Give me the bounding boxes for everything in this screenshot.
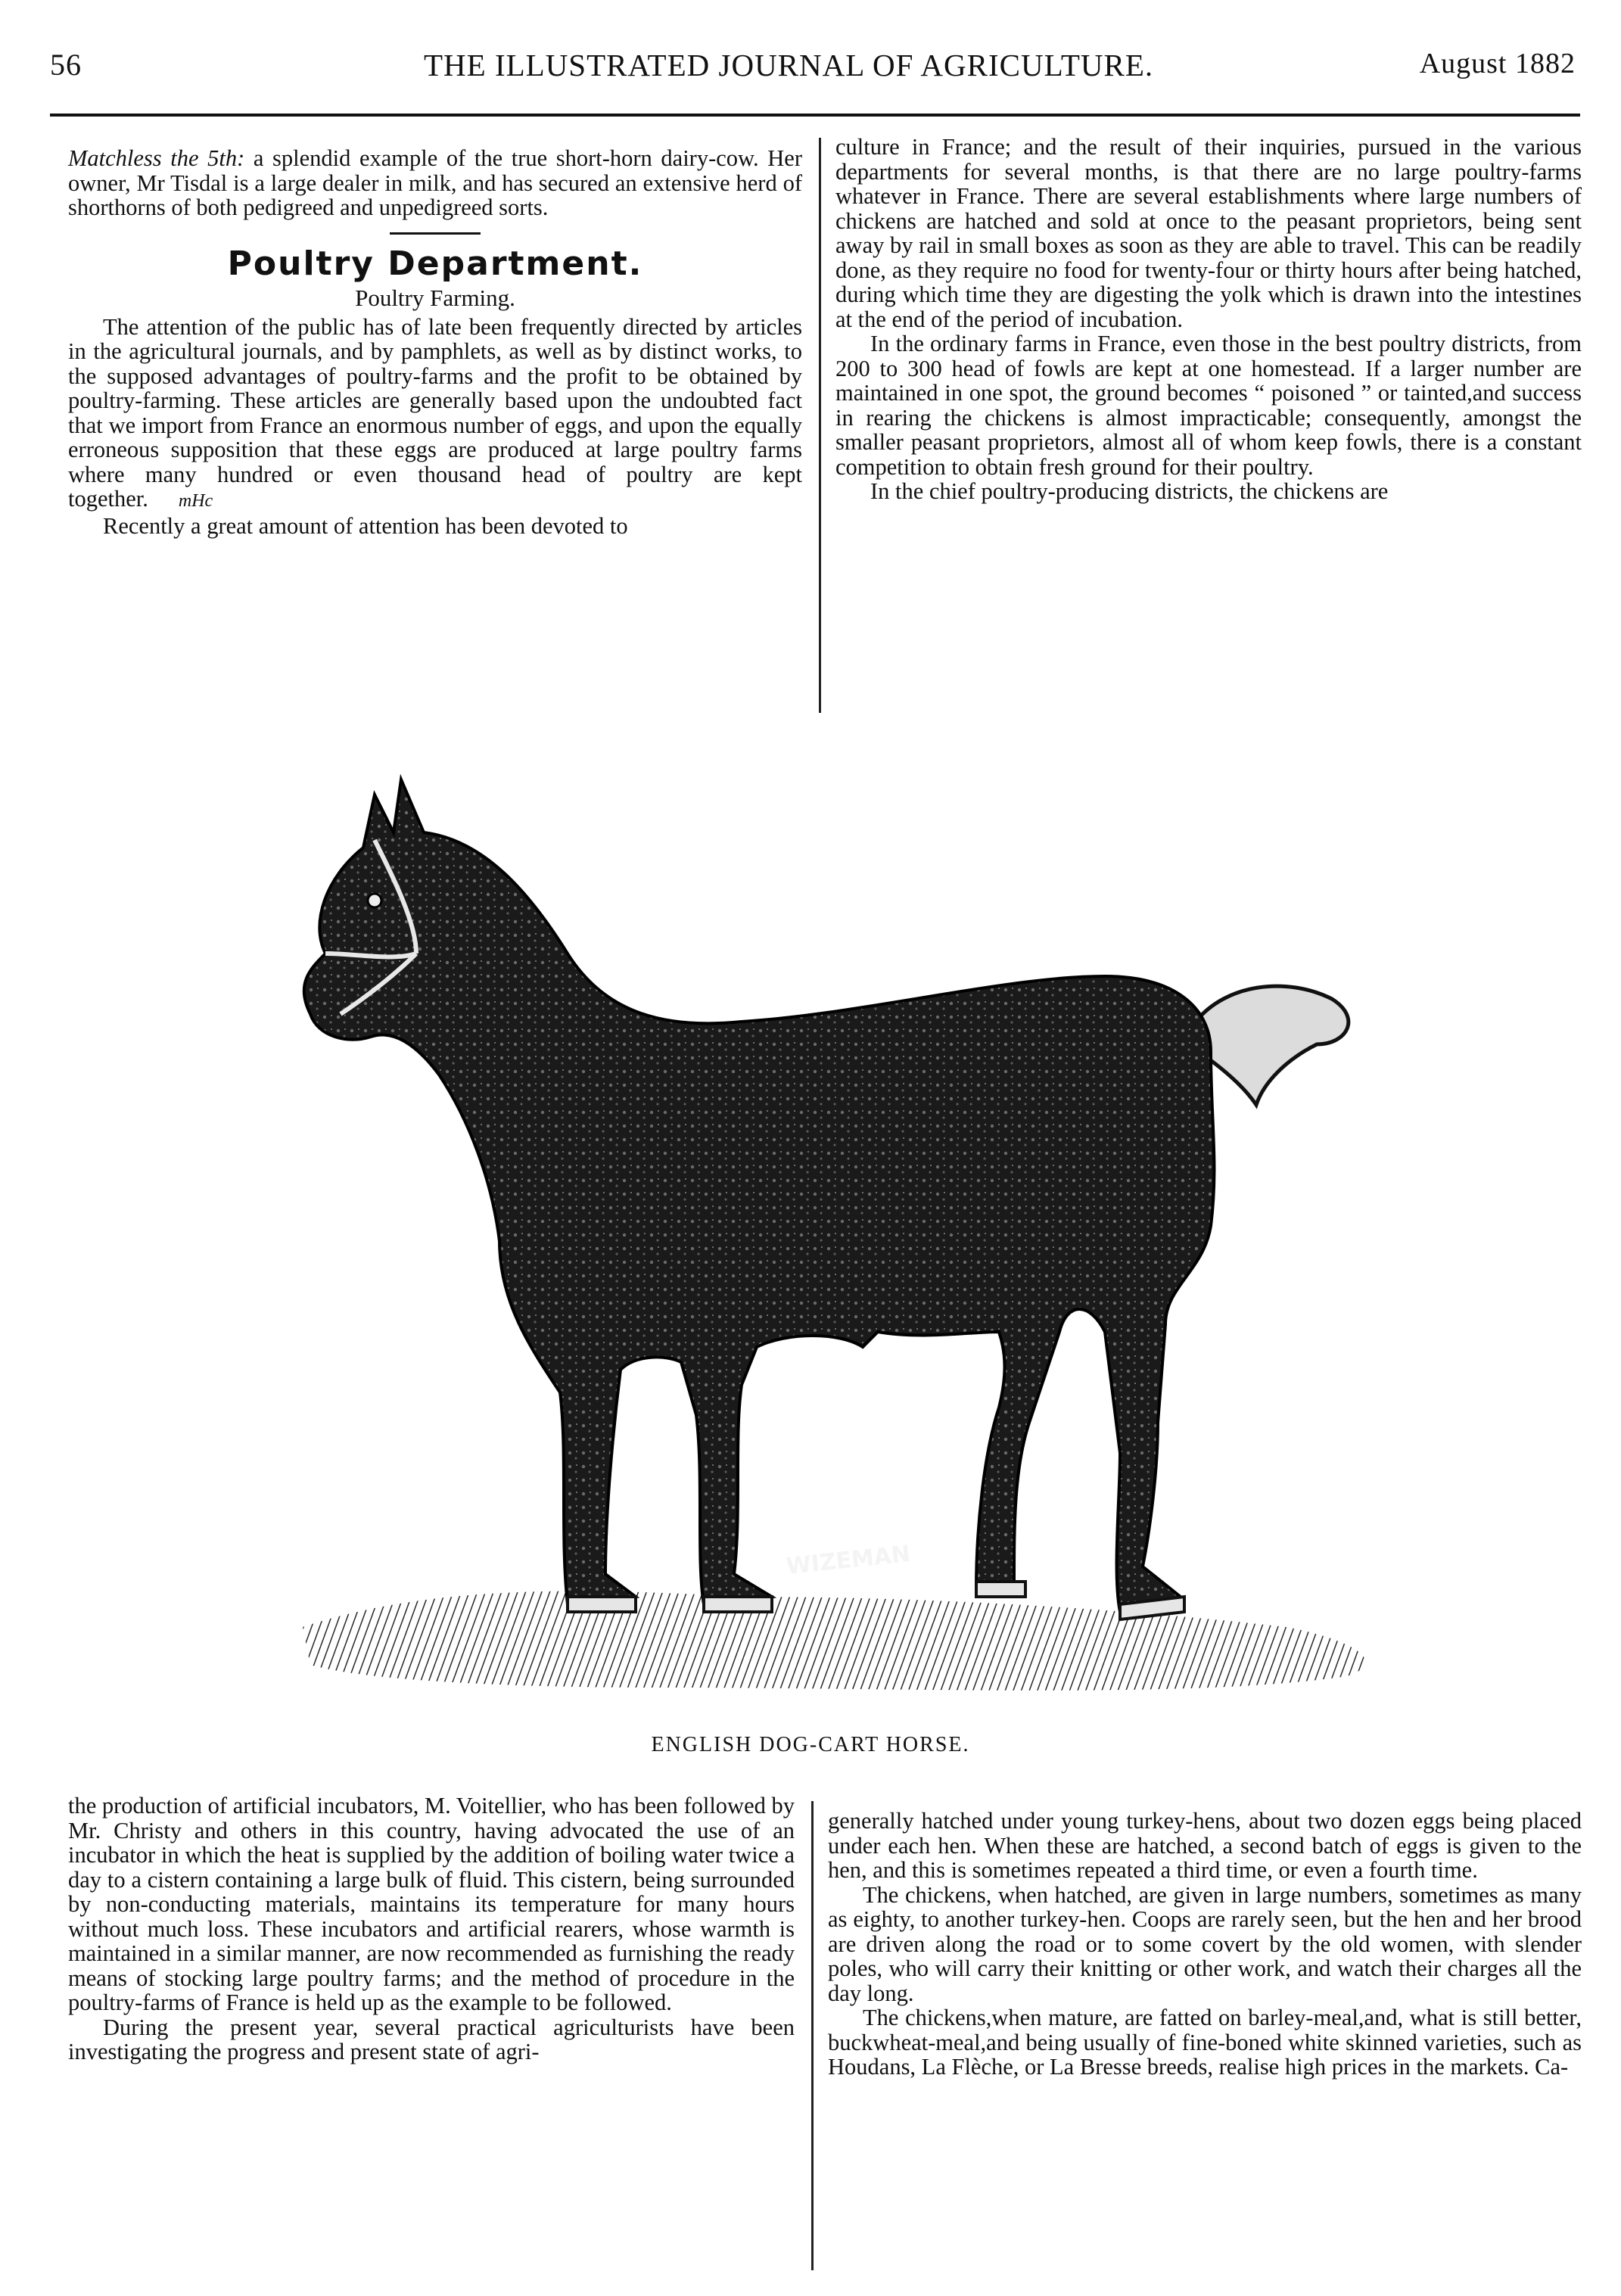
article-paragraph [68, 315, 802, 514]
article-paragraph: culture in France; and the result of their inquiries, pursued in the various departments for several months, is that there are no large poultry-farms whatever in France. There are several establishments where large numbers of chickens are hatched and sold at once to the peasant proprietors, being sent away by rail in small boxes as soon as they are able to travel. This can be readily done, as they require no food for twenty-four or thirty hours after being hatched, during which time they are digesting the yolk which is drawn into the intestines at the end of the period of incubation. [835, 134, 1582, 332]
article-paragraph: In the ordinary farms in France, even those in the best poultry districts, from 200 to 300 head of fowls are kept at one homestead. If a larger number are maintained in one spot, the ground becomes “ poisoned ” or tainted,and success in rearing the chickens is almost impracticable; consequently, amongst the smaller peasant proprietors, almost all of whom keep fowls, there is a constant competition to obtain fresh ground for their poultry. [835, 331, 1582, 480]
cow-name: Matchless the 5th: [68, 145, 245, 171]
horse-body [304, 779, 1215, 1612]
margin-scribble: mHc [178, 491, 213, 511]
article-paragraph: Recently a great amount of attention has been devoted to [103, 512, 628, 539]
article-paragraph: generally hatched under young turkey-hens, about two dozen eggs being placed under each hen. When these are hatched, a second batch of eggs is given to the hen, and this is sometimes repeated a third time, or even a fourth time. [828, 1808, 1582, 1883]
illustration-caption: ENGLISH DOG-CART HORSE. [651, 1733, 970, 1756]
column-top-right [835, 135, 1582, 504]
artist-signature: WIZEMAN [785, 1540, 912, 1580]
column-top-left [68, 146, 802, 538]
paragraph-text: The attention of the public has of late been frequently directed by articles in the agricultural journals, and by pamphlets, as well as by distinct works, to the supposed advantages of poultry-farms and the profit to be obtained by poultry-farming. These articles are generally based upon the undoubted fact that we import from France an enormous number of eggs, and upon the equally erroneous supposition that these eggs are produced at large poultry farms where many hundred or even thousand head of poultry are kept together. [68, 313, 802, 512]
column-divider [811, 1801, 814, 2270]
section-divider [390, 232, 481, 235]
article-paragraph: the production of artificial incubators, M. Voitellier, who has been followed by Mr. Christy and others in this country, having advocated the use of an incubator in which the heat is supplied by the addition of boiling water twice a day to a cistern containing a large bulk of fluid. This cistern, being surrounded by non-conducting materials, maintains its temperature for many hours without much loss. These incubators and artificial rearers, whose warmth is maintained in a similar manner, are now recommended as furnishing the ready means of stocking large poultry farms; and the method of procedure in the poultry-farms of France is held up as the example to be followed. [68, 1793, 795, 2015]
column-divider [819, 138, 821, 713]
horse-illustration [212, 726, 1453, 1725]
article-paragraph: During the present year, several practical agriculturists have been investigating the progress and present state of agri- [68, 2014, 795, 2064]
horse-eye [368, 894, 381, 907]
article-paragraph: In the chief poultry-producing districts, the chickens are [870, 478, 1389, 504]
article-paragraph: The chickens,when mature, are fatted on barley-meal,and, what is still better, buckwheat-meal,and being usually of fine-boned white skinned varieties, such as Houdans, La Flèche, or La Bresse breeds, realise high prices in the markets. Ca- [828, 2005, 1582, 2080]
matchless-paragraph [68, 146, 802, 220]
page-number: 56 [50, 48, 82, 82]
column-bottom-left [68, 1794, 795, 2064]
issue-date: August 1882 [1419, 48, 1576, 79]
article-title: Poultry Farming. [355, 284, 515, 311]
header-rule [50, 114, 1580, 117]
section-heading: Poultry Department. [227, 244, 643, 283]
column-bottom-right [828, 1809, 1582, 2080]
article-paragraph: The chickens, when hatched, are given in large numbers, sometimes as many as eighty, to another turkey-hen. Coops are rarely seen, but the hen and her brood are driven along the road or to some covert by the old women, with slender poles, who will carry their knitting or other work, and watch their charges all the day long. [828, 1881, 1582, 2006]
ground-shadow [303, 1591, 1365, 1690]
journal-title: THE ILLUSTRATED JOURNAL OF AGRICULTURE. [424, 48, 1154, 82]
cow-description: a splendid example of the true short-horn dairy-cow. Her owner, Mr Tisdal is a large dealer in milk, and has secured an extensive herd of shorthorns of both pedigreed and unpedigreed sorts. [68, 145, 803, 220]
